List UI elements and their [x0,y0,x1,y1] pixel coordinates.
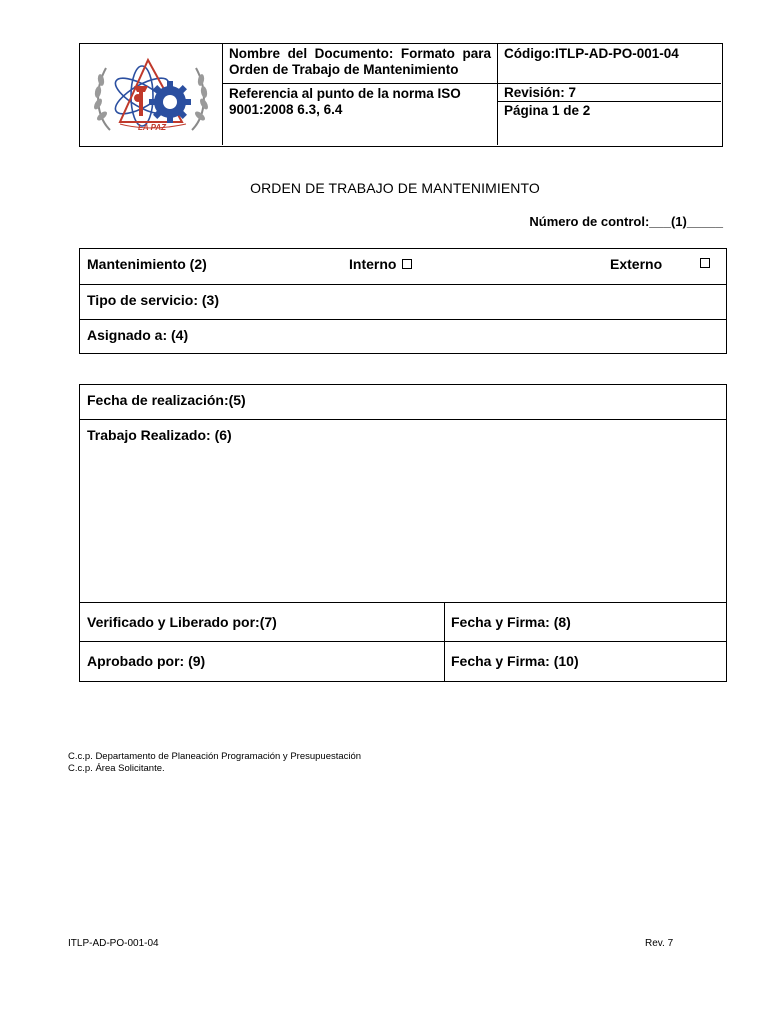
code-cell [498,44,721,84]
reference-cell [223,84,497,145]
approved-by-label: Aprobado por: (9) [87,653,206,669]
ccp-line-1: C.c.p. Departamento de Planeación Programación y Presupuestación [68,751,362,762]
internal-label: Interno [349,256,397,272]
ccp-line-2: C.c.p. Área Solicitante. [68,763,165,774]
document-code: Código:ITLP-AD-PO-001-04 [504,46,679,61]
approved-row [80,642,726,681]
external-checkbox[interactable] [700,258,710,268]
assigned-to-label: Asignado a: (4) [87,327,189,343]
footer-code: ITLP-AD-PO-001-04 [68,938,159,949]
column-divider [444,603,445,641]
column-divider [444,642,445,681]
revision-cell [498,84,721,102]
document-name: Nombre del Documento: Formato para Orden de Trabajo de Mantenimiento [229,46,491,77]
date-sign-label-1: Fecha y Firma: (8) [451,614,571,630]
assigned-to-row [80,320,726,353]
external-label: Externo [610,256,663,272]
work-done-label: Trabajo Realizado: (6) [87,427,232,443]
document-code-column [498,44,721,145]
work-report-table [79,384,727,682]
date-done-label: Fecha de realización:(5) [87,392,246,408]
norm-reference: Referencia al punto de la norma ISO 9001:2008 6.3, 6.4 [229,86,461,117]
internal-checkbox[interactable] [402,259,412,269]
carbon-copy-list [68,751,361,775]
verified-by-label: Verificado y Liberado por:(7) [87,614,277,630]
footer-revision: Rev. 7 [645,938,674,949]
form-title: ORDEN DE TRABAJO DE MANTENIMIENTO [250,180,540,196]
page-number: Página 1 de 2 [504,103,591,118]
document-header-table [79,43,723,147]
document-revision: Revisión: 7 [504,85,577,100]
maintenance-type-row [80,249,726,285]
logo-cell [80,44,223,145]
maintenance-label: Mantenimiento (2) [87,256,207,272]
verified-row [80,603,726,642]
document-name-cell [223,44,497,84]
institution-logo [90,50,212,142]
page-cell [498,102,721,145]
service-type-label: Tipo de servicio: (3) [87,292,219,308]
maintenance-info-table [79,248,727,354]
control-number: Número de control:___(1)_____ [529,214,723,229]
logo-text: LA PAZ [138,123,166,132]
service-type-row [80,285,726,320]
date-done-row [80,385,726,420]
internal-option[interactable] [349,256,412,272]
date-sign-label-2: Fecha y Firma: (10) [451,653,579,669]
document-info-column [223,44,498,145]
work-done-row [80,420,726,603]
